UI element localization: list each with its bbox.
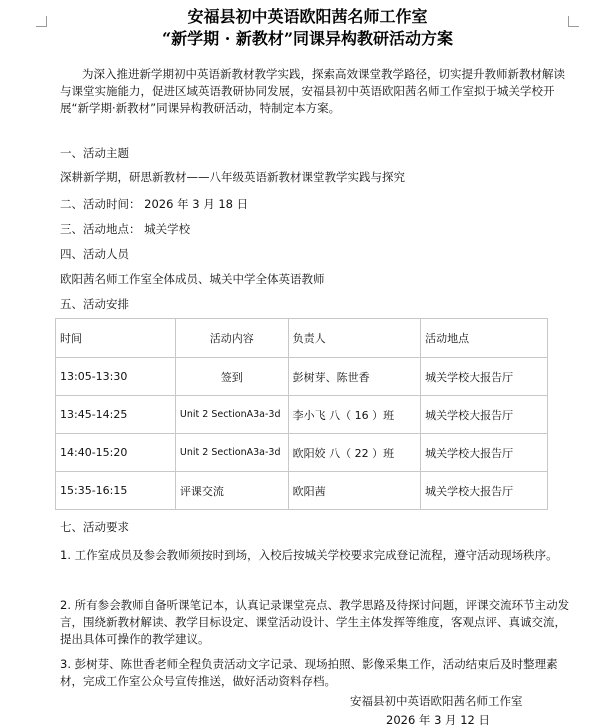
cell-activity: 签到 [175, 358, 288, 396]
requirement-item: 3. 彭树芽、陈世香老师全程负责活动文字记录、现场拍照、影像采集工作，活动结束后及时整理素材，完成工作室公众号宣传推送，做好活动资料存档。 [60, 657, 558, 688]
signature-date: 2026 年 3 月 12 日 [386, 713, 490, 727]
cell-activity: 评课交流 [175, 472, 288, 510]
cell-location: 城关学校大报告厅 [421, 396, 548, 434]
section-1-content: 深耕新学期，研思新教材——八年级英语新教材课堂教学实践与探究 [60, 170, 405, 184]
section-3-location: 三、活动地点： 城关学校 [60, 222, 191, 236]
intro-paragraph: 为深入推进新学期初中英语新教材教学实践，探索高效课堂教学路径，切实提升教师新教材解读与课堂实施能力，促进区域英语教研协同发展，安福县初中英语欧阳茜名师工作室拟于城关学校开展“新学期·新教材”同课异构教研活动，特制定本方案。 [60, 67, 565, 115]
section-1-heading: 一、活动主题 [60, 146, 129, 160]
cell-activity: Unit 2 SectionA3a-3d [175, 434, 288, 472]
header-activity: 活动内容 [175, 319, 288, 358]
document-title-line2: “新学期 · 新教材”同课异构教研活动方案 [161, 29, 454, 48]
requirement-item: 1. 工作室成员及参会教师须按时到场，入校后按城关学校要求完成登记流程，遵守活动现场秩序。 [60, 548, 558, 562]
cell-time: 13:05-13:30 [56, 358, 176, 396]
cell-time: 13:45-14:25 [56, 396, 176, 434]
section-4-content: 欧阳茜名师工作室全体成员、城关中学全体英语教师 [60, 272, 325, 286]
cell-location: 城关学校大报告厅 [421, 434, 548, 472]
cell-person: 李小飞 八（ 16 ）班 [288, 396, 420, 434]
header-time: 时间 [56, 319, 176, 358]
table-row [56, 472, 548, 510]
cell-location: 城关学校大报告厅 [421, 472, 548, 510]
cell-activity: Unit 2 SectionA3a-3d [175, 396, 288, 434]
cell-time: 15:35-16:15 [56, 472, 176, 510]
section-4-heading: 四、活动人员 [60, 247, 129, 261]
schedule-table [55, 318, 548, 510]
table-row [56, 358, 548, 396]
document-title-line1: 安福县初中英语欧阳茜名师工作室 [187, 7, 428, 26]
header-location: 活动地点 [421, 319, 548, 358]
table-row [56, 434, 548, 472]
cell-person: 欧阳茜 [288, 472, 420, 510]
cell-person: 彭树芽、陈世香 [288, 358, 420, 396]
cell-location: 城关学校大报告厅 [421, 358, 548, 396]
header-person: 负责人 [288, 319, 420, 358]
cell-time: 14:40-15:20 [56, 434, 176, 472]
section-2-time: 二、活动时间： 2026 年 3 月 18 日 [60, 197, 249, 211]
signature-organization: 安福县初中英语欧阳茜名师工作室 [350, 694, 523, 708]
section-7-heading: 七、活动要求 [60, 520, 129, 534]
requirement-item: 2. 所有参会教师自备听课笔记本，认真记录课堂亮点、教学思路及待探讨问题，评课交流环节主动发言，围绕新教材解读、教学目标设定、课堂活动设计、学生主体发挥等维度，客观点评、真诚交流，提出具体可操作的教学建议。 [60, 598, 570, 646]
table-row [56, 396, 548, 434]
cell-person: 欧阳姣 八（ 22 ）班 [288, 434, 420, 472]
section-5-heading: 五、活动安排 [60, 297, 129, 311]
table-header-row [56, 319, 548, 358]
